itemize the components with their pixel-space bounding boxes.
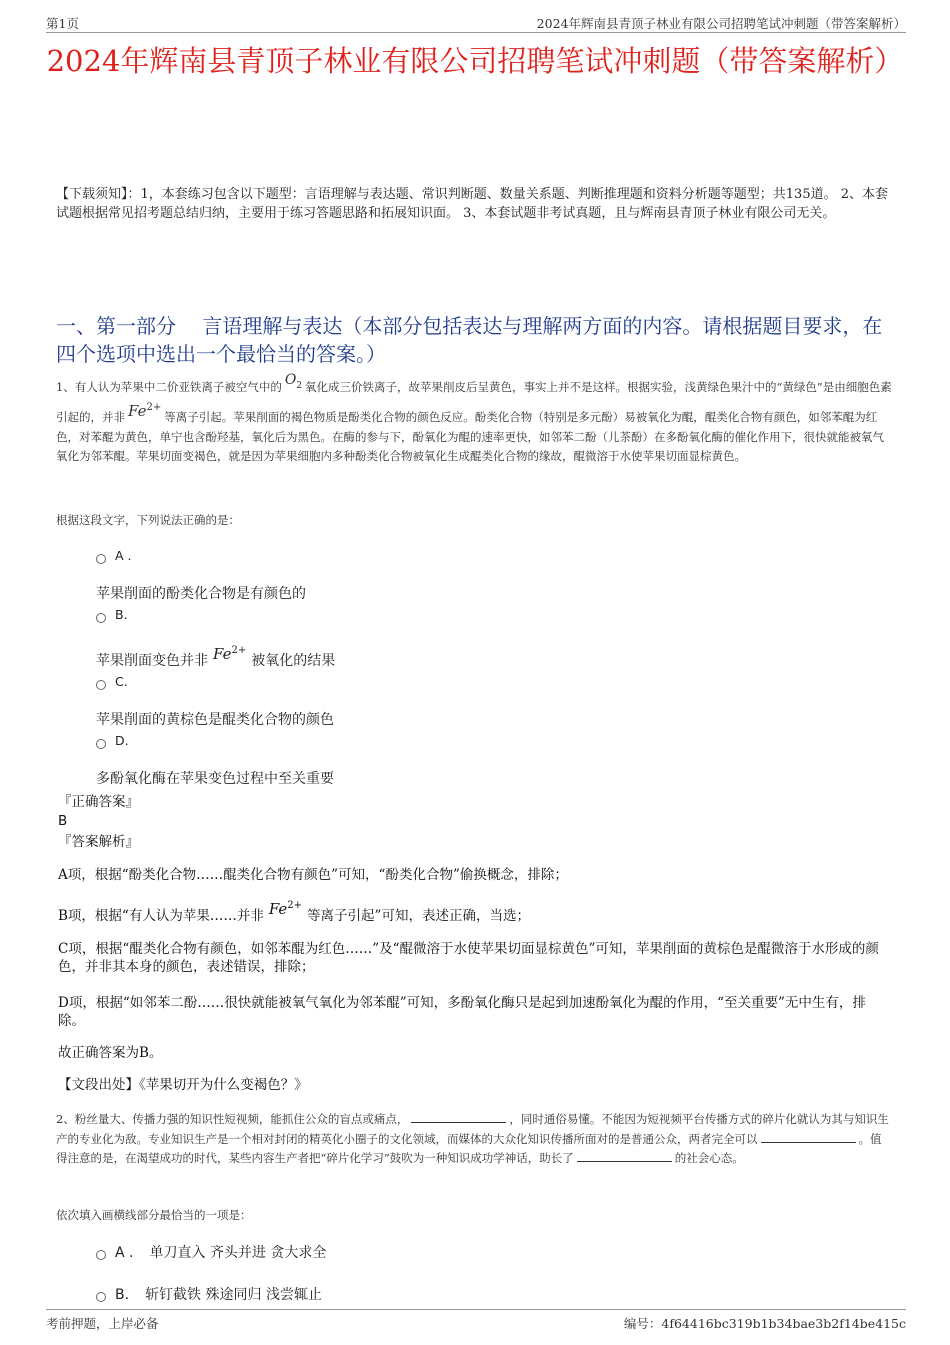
option-d[interactable]: D. — [96, 733, 129, 748]
option-b[interactable]: B. — [96, 607, 128, 622]
fill-blank-2 — [761, 1131, 856, 1143]
answer-label: 『正确答案』 — [58, 794, 139, 810]
option-d-text: 多酚氧化酶在苹果变色过程中至关重要 — [96, 771, 334, 787]
fe-formula: $Fe^{2+}$ — [128, 402, 162, 421]
header-divider — [46, 32, 906, 33]
q1-passage-part-1: 1、有人认为苹果中二价亚铁离子被空气中的 — [56, 380, 282, 394]
passage-source: 【文段出处】《苹果切开为什么变褐色？》 — [58, 1077, 308, 1093]
analysis-d: D项，根据“如邻苯二酚……很快就能被氧气氧化为邻苯醌”可知，多酚氧化酶只是起到加速酚氧化为醌的作用，“至关重要”无中生有，排除。 — [58, 995, 866, 1029]
section-title: 一、第一部分 言语理解与表达（本部分包括表达与理解两方面的内容。请根据题目要求，在四个选项中选出一个最恰当的答案。） — [56, 314, 883, 366]
question-2-prompt: 依次填入画横线部分最恰当的一项是： — [56, 1208, 252, 1222]
radio-icon[interactable] — [96, 554, 106, 564]
radio-icon[interactable] — [96, 680, 106, 690]
q2-option-b[interactable]: B. 斩钉截铁 殊途同归 浅尝辄止 — [96, 1284, 322, 1304]
question-2-passage: 2、粉丝量大、传播力强的知识性短视频，能抓住公众的盲点或痛点， ，同时通俗易懂。不能因为短视频平台传播方式的碎片化就认为其与知识生产的专业化为敌。专业知识生产是一个相对封闭的精英化小圈子的文化领域，而媒体的大众化知识传播所面对的是普通公众，两者完全可以 。值得注意的是，在渴望成功的时代，某些内容生产者把“碎片化学习”鼓吹为一种知识成功学神话，助长了 的社会心态。 — [56, 1112, 889, 1165]
option-b-text: 苹果削面变色并非 $Fe^{2+}$被氧化的结果 — [96, 645, 336, 669]
question-1-passage — [56, 372, 892, 467]
option-c[interactable]: C. — [96, 674, 128, 689]
fill-blank-3 — [577, 1150, 672, 1162]
analysis-a: A项，根据“酚类化合物……醌类化合物有颜色”可知，“酚类化合物”偷换概念，排除； — [58, 867, 568, 883]
fe-formula: $Fe^{2+}$ — [268, 900, 303, 918]
document-id: 编号：4f64416bc319b1b34bae3b2f14be415c — [623, 1316, 906, 1331]
q2-option-a[interactable]: A . 单刀直入 齐头并进 贪大求全 — [96, 1242, 326, 1262]
correct-answer: B — [58, 813, 68, 829]
question-1-prompt: 根据这段文字，下列说法正确的是： — [56, 513, 240, 527]
radio-icon[interactable] — [96, 613, 106, 623]
q1-passage-part-3: 等离子引起。苹果削面的褐色物质是酚类化合物的颜色反应。酚类化合物（特别是多元酚）易被氧化为醌，醌类化合物有颜色，如邻苯醌为红色，对苯醌为黄色，单宁也含酚羟基，氧化后为黑色。在酶的参与下，酚氧化为醌的速率更快，如邻苯二酚（儿茶酚）在多酚氧化酶的催化作用下，很快就能被氧气氧化为邻苯醌。苹果切面变褐色，就是因为苹果细胞内多种酚类化合物被氧化生成醌类化合物的缘故，醌微溶于水使苹果切面显棕黄色。 — [56, 410, 884, 464]
download-notice: 【下载须知】：1，本套练习包含以下题型：言语理解与表达题、常识判断题、数量关系题、判断推理题和资料分析题等题型；共135道。 2、本套试题根据常见招考题总结归纳，主要用于练习答题思路和拓展知识面。 3、本套试题非考试真题，且与辉南县青顶子林业有限公司无关。 — [56, 187, 888, 221]
radio-icon[interactable] — [96, 1250, 106, 1260]
option-a-text: 苹果削面的酚类化合物是有颜色的 — [96, 586, 306, 602]
radio-icon[interactable] — [96, 1292, 106, 1302]
page-number: 第1页 — [46, 16, 79, 31]
o2-formula: $O_2$ — [284, 372, 303, 391]
fill-blank-1 — [411, 1111, 506, 1123]
analysis-c: C项，根据“醌类化合物有颜色，如邻苯醌为红色……”及“醌微溶于水使苹果切面显棕黄色”可知，苹果削面的黄棕色是醌微溶于水形成的颜色，并非其本身的颜色，表述错误，排除； — [58, 941, 879, 975]
analysis-label: 『答案解析』 — [58, 834, 139, 850]
header-doc-title: 2024年辉南县青顶子林业有限公司招聘笔试冲刺题（带答案解析） — [536, 16, 906, 31]
footer-slogan: 考前押题，上岸必备 — [46, 1316, 159, 1331]
radio-icon[interactable] — [96, 739, 106, 749]
fe-formula: $Fe^{2+}$ — [213, 645, 247, 663]
footer-divider — [46, 1309, 906, 1310]
analysis-b: B项，根据“有人认为苹果……并非 $Fe^{2+}$等离子引起”可知，表述正确，当选； — [58, 900, 530, 924]
option-c-text: 苹果削面的黄棕色是醌类化合物的颜色 — [96, 712, 334, 728]
option-a[interactable]: A . — [96, 548, 132, 563]
analysis-conclusion: 故正确答案为B。 — [58, 1045, 163, 1061]
document-title: 2024年辉南县青顶子林业有限公司招聘笔试冲刺题（带答案解析） — [46, 44, 904, 78]
q1-passage-part-2: 氧化成三价铁离子，故苹果削皮后呈黄色，事实上并不是这样。根据实验，浅黄绿色果汁中的“黄绿色”是由细胞色素引起的，并非 — [56, 380, 892, 425]
